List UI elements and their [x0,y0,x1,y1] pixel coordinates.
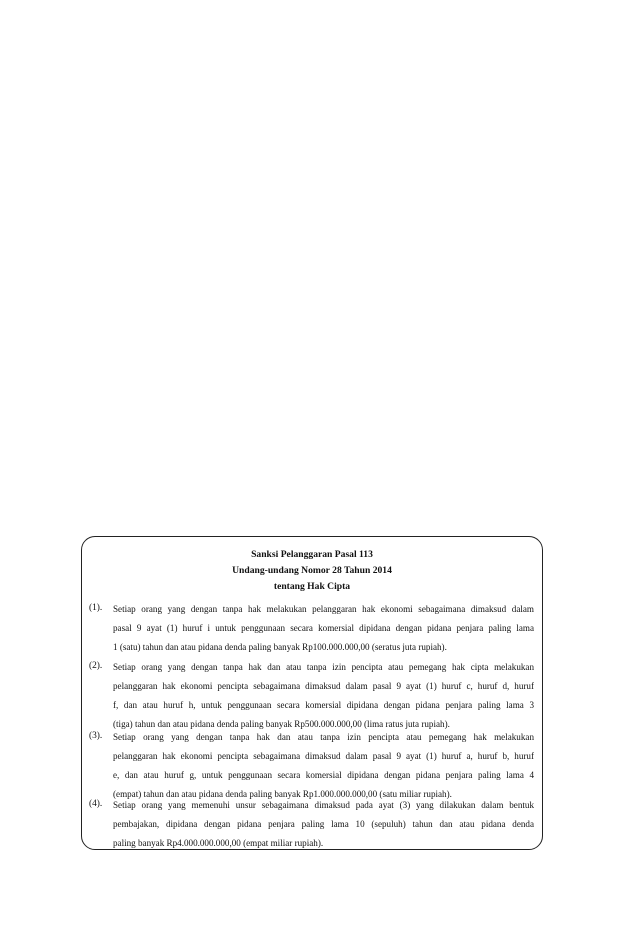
item-text-line: e, dan atau huruf g, untuk penggunaan secara komersial dipidana dengan pidana penjara paling lama 4 [113,770,534,780]
law-name: Undang-undang Nomor 28 Tahun 2014 [232,565,392,576]
item-number: (1). [89,603,103,613]
copyright-sanction-box [81,536,543,850]
sanction-title: Sanksi Pelanggaran Pasal 113 [251,549,373,560]
item-text-line: pelanggaran hak ekonomi pencipta sebagaimana dimaksud dalam pasal 9 ayat (1) huruf c, huruf d, huruf [113,681,534,691]
item-text-line: pelanggaran hak ekonomi pencipta sebagaimana dimaksud dalam pasal 9 ayat (1) huruf a, huruf b, huruf [113,751,534,761]
item-text-line: 1 (satu) tahun dan atau pidana denda paling banyak Rp100.000.000,00 (seratus juta rupiah). [113,642,447,652]
item-text-line: Setiap orang yang dengan tanpa hak dan atau tanpa izin pencipta atau pemegang hak cipta melakukan [113,662,534,672]
item-text-line: Setiap orang yang dengan tanpa hak dan atau tanpa izin pencipta atau pemegang hak melakukan [113,732,534,742]
item-number: (3). [89,731,103,741]
item-text-line: pembajakan, dipidana dengan pidana penjara paling lama 10 (sepuluh) tahun dan atau pidana denda [113,819,534,829]
item-text-line: Setiap orang yang dengan tanpa hak melakukan pelanggaran hak ekonomi sebagaimana dimaksud dalam [113,604,534,614]
item-text-line: (tiga) tahun dan atau pidana denda paling banyak Rp500.000.000,00 (lima ratus juta rupiah). [113,719,450,729]
item-text-line: f, dan atau huruf h, untuk penggunaan secara komersial dipidana dengan pidana penjara paling lama 3 [113,700,534,710]
item-text-line: paling banyak Rp4.000.000.000,00 (empat miliar rupiah). [113,838,324,848]
law-subject: tentang Hak Cipta [273,581,351,592]
item-text-line: (empat) tahun dan atau pidana denda paling banyak Rp1.000.000.000,00 (satu miliar rupiah). [113,789,452,799]
item-text-line: Setiap orang yang memenuhi unsur sebagaimana dimaksud pada ayat (3) yang dilakukan dalam bentuk [113,800,534,810]
item-text-line: pasal 9 ayat (1) huruf i untuk penggunaan secara komersial dipidana dengan pidana penjara paling lama [113,623,534,633]
item-number: (2). [89,661,103,671]
item-number: (4). [89,799,103,809]
